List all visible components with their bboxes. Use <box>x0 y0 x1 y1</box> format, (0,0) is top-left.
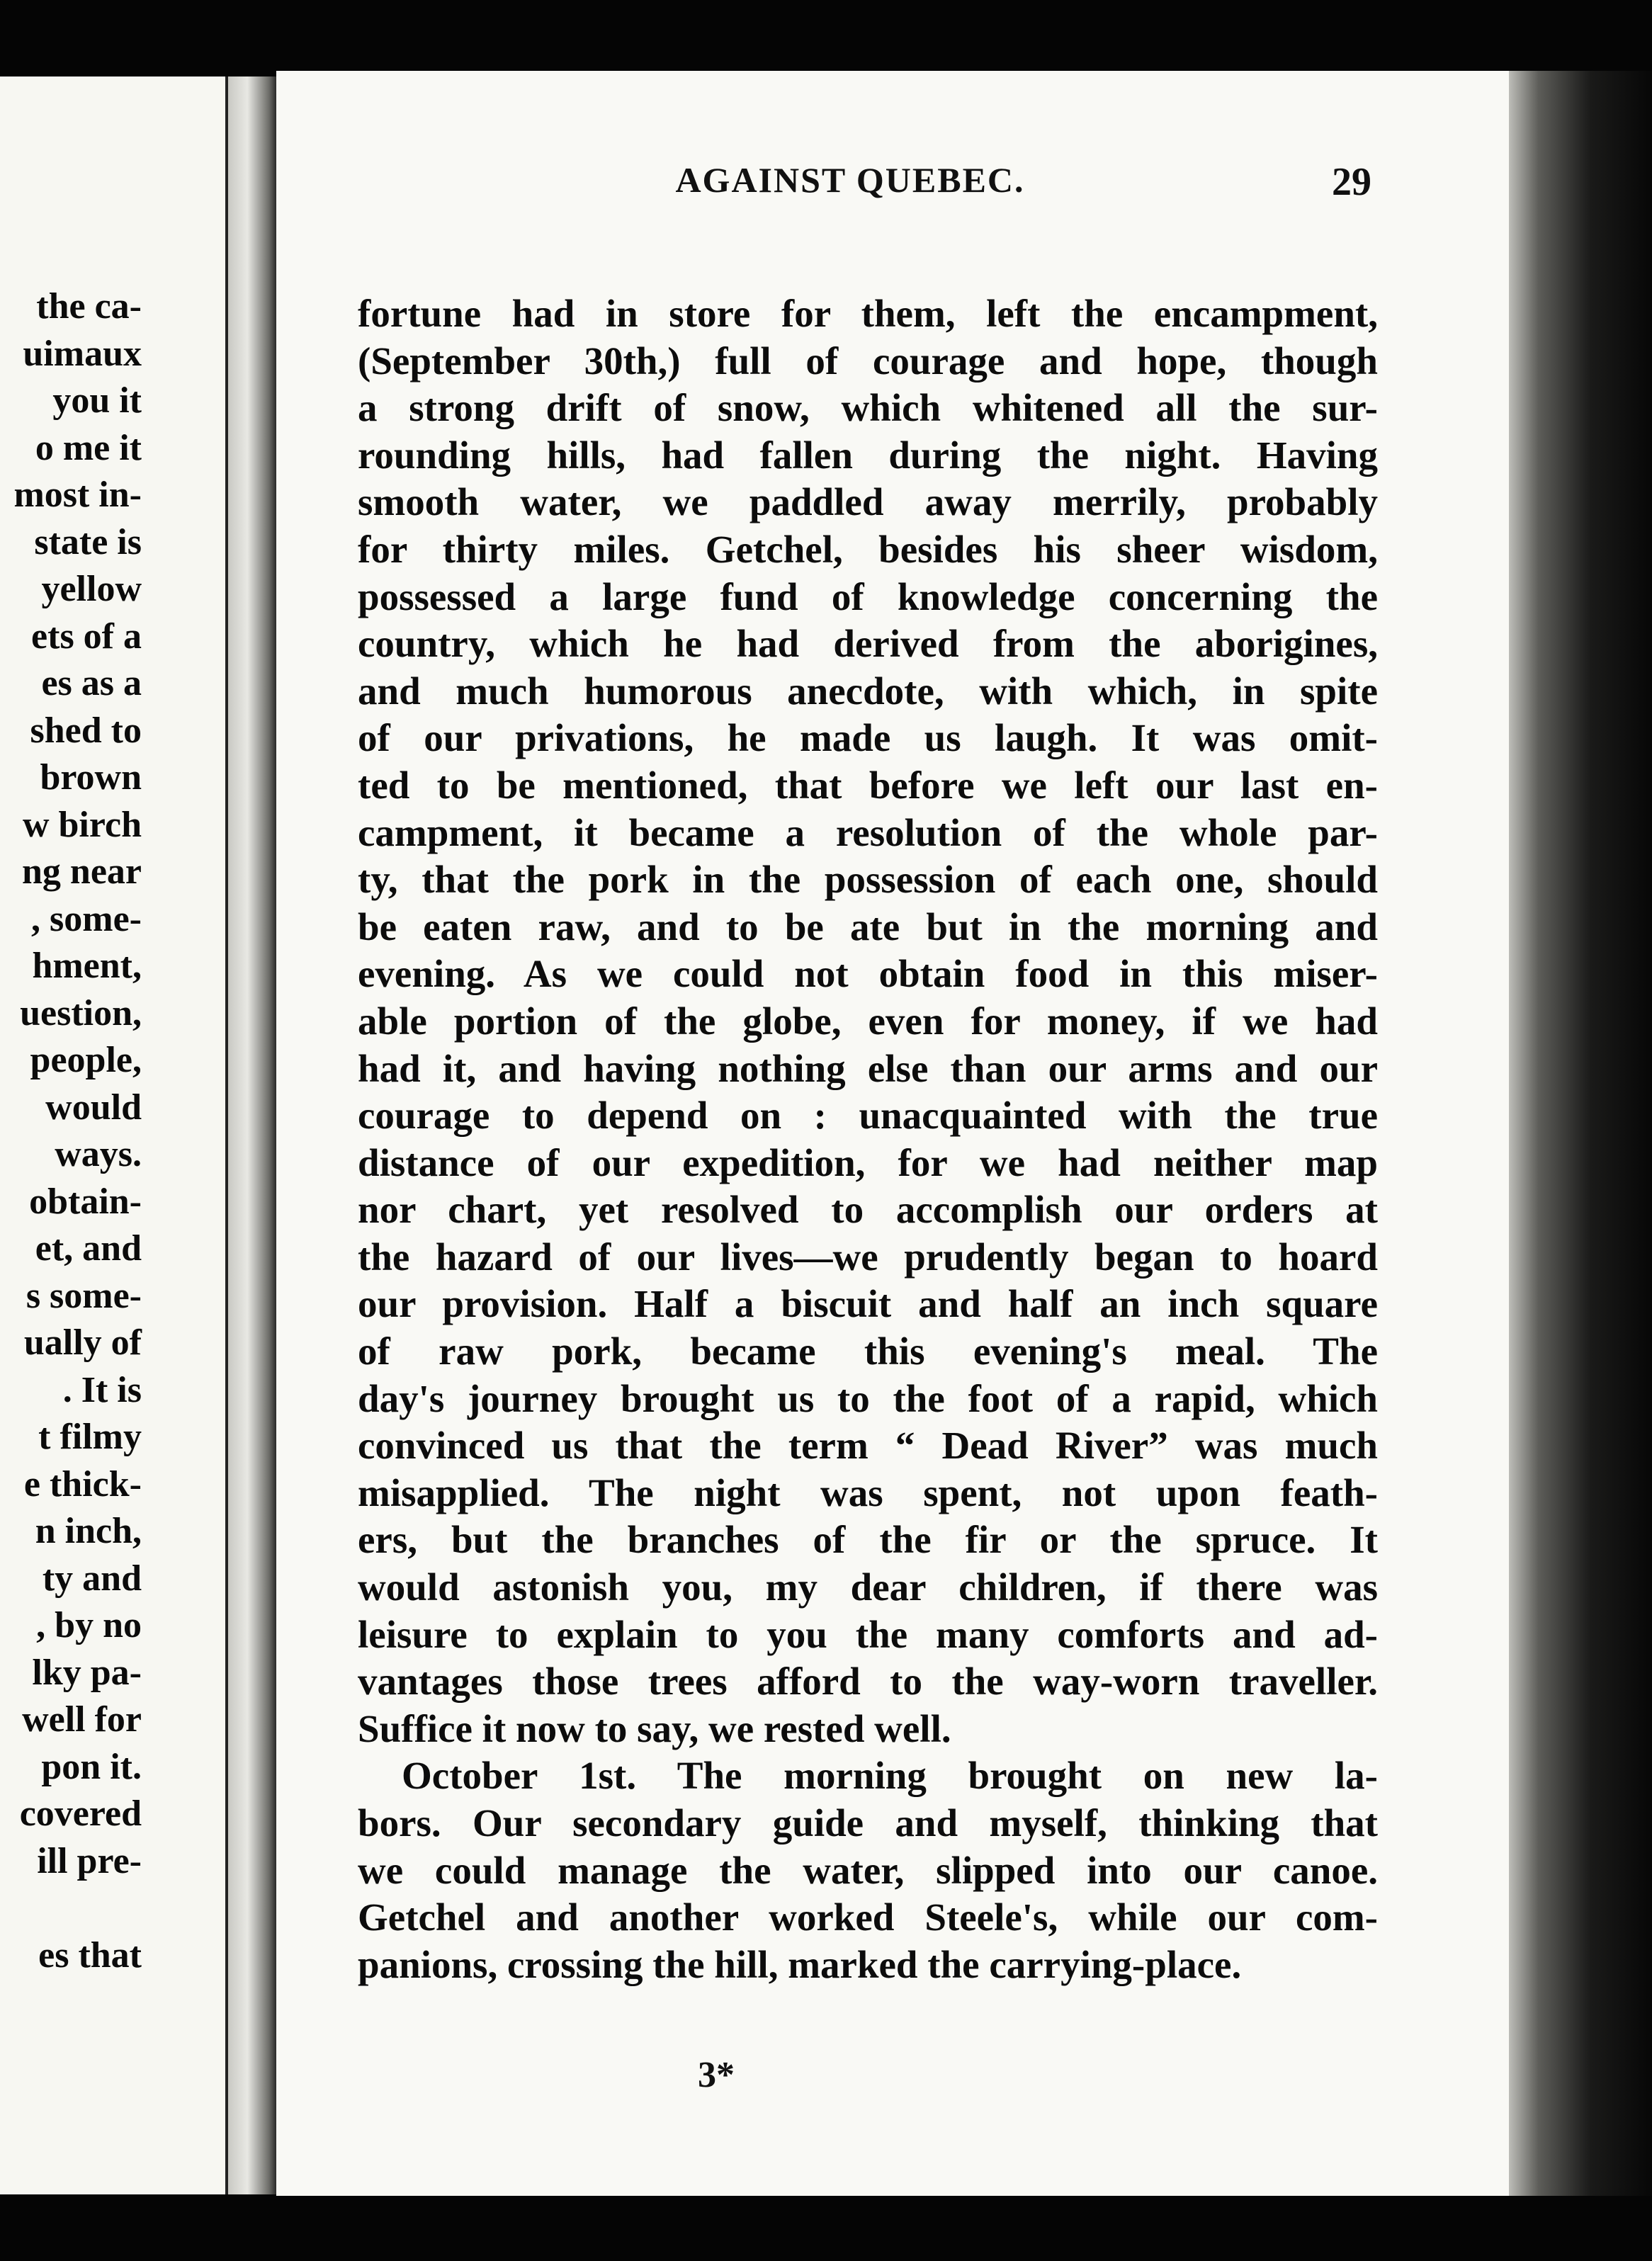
text-line: and much humorous anecdote, with which, in spite <box>358 669 1378 713</box>
left-page-line: . It is <box>62 1369 142 1410</box>
left-page-line: people, <box>30 1040 142 1080</box>
left-page-line: well for <box>22 1699 142 1740</box>
text-line: Suffice it now to say, we rested well. <box>358 1706 951 1750</box>
body-text <box>358 290 1378 1988</box>
text-line: the hazard of our lives—we prudently began to hoard <box>358 1235 1378 1279</box>
left-page-text <box>0 283 142 1979</box>
left-page-line: e thick- <box>23 1463 142 1504</box>
left-page-line: w birch <box>22 804 142 845</box>
page-number: 29 <box>1332 160 1371 204</box>
text-line: country, which he had derived from the aborigines, <box>358 622 1378 666</box>
left-page-line: es that <box>38 1934 142 1976</box>
text-line: our provision. Half a biscuit and half an inch square <box>358 1282 1378 1326</box>
text-line: had it, and having nothing else than our arms and our <box>358 1046 1378 1090</box>
text-line: misapplied. The night was spent, not upon feath- <box>358 1470 1378 1514</box>
running-head: AGAINST QUEBEC. <box>675 160 1025 200</box>
text-line: convinced us that the term “ Dead River” was much <box>358 1424 1378 1468</box>
left-page-line: ty and <box>42 1558 142 1599</box>
text-line: campment, it became a resolution of the whole par- <box>358 810 1378 854</box>
left-page-line: et, and <box>35 1228 142 1269</box>
left-page-line: would <box>45 1087 142 1128</box>
text-line: ers, but the branches of the fir or the spruce. It <box>358 1518 1378 1562</box>
left-page-line: covered <box>19 1794 142 1834</box>
left-page-line: t filmy <box>38 1417 142 1457</box>
text-line: fortune had in store for them, left the encampment, <box>358 292 1378 335</box>
text-line: bors. Our secondary guide and myself, thinking that <box>358 1801 1378 1844</box>
text-line: possessed a large fund of knowledge concerning the <box>358 574 1378 618</box>
left-page-line: yellow <box>41 569 142 609</box>
page-edge <box>1509 71 1652 2196</box>
left-page-line: ets of a <box>31 616 142 657</box>
text-line: of raw pork, became this evening's meal. The <box>358 1330 1378 1373</box>
text-line: rounding hills, had fallen during the night. Having <box>358 433 1378 477</box>
left-page-line: es as a <box>41 663 142 703</box>
text-line: ted to be mentioned, that before we left our last en- <box>358 763 1378 807</box>
left-page <box>0 76 228 2194</box>
left-page-line: pon it. <box>41 1746 142 1787</box>
text-line: be eaten raw, and to be ate but in the morning and <box>358 905 1378 948</box>
text-line: leisure to explain to you the many comforts and ad- <box>358 1612 1378 1656</box>
text-line: smooth water, we paddled away merrily, probably <box>358 480 1378 524</box>
text-line: we could manage the water, slipped into our canoe. <box>358 1848 1378 1892</box>
left-page-line: o me it <box>35 427 142 468</box>
left-page-line: the ca- <box>36 286 142 327</box>
left-page-line: n inch, <box>35 1511 142 1551</box>
text-line: for thirty miles. Getchel, besides his sheer wisdom, <box>358 527 1378 571</box>
left-page-line: obtain- <box>29 1181 142 1222</box>
text-line: courage to depend on : unacquainted with the true <box>358 1094 1378 1138</box>
signature-mark: 3* <box>698 2055 735 2095</box>
text-line: (September 30th,) full of courage and hope, though <box>358 339 1378 382</box>
text-line: able portion of the globe, even for money, if we had <box>358 999 1378 1043</box>
text-line: day's journey brought us to the foot of a rapid, which <box>358 1376 1378 1420</box>
left-page-line: s some- <box>26 1275 142 1316</box>
left-page-line: ually of <box>23 1322 142 1363</box>
text-line: panions, crossing the hill, marked the carrying-place. <box>358 1942 1242 1986</box>
book-gutter <box>228 76 276 2194</box>
left-page-line: ng near <box>22 851 142 892</box>
left-page-line: ways. <box>55 1134 142 1174</box>
text-line: vantages those trees afford to the way-worn traveller. <box>358 1660 1378 1704</box>
text-line: nor chart, yet resolved to accomplish our orders at <box>358 1188 1378 1232</box>
left-page-line: brown <box>40 757 142 798</box>
left-page-line: uimaux <box>23 333 142 374</box>
left-page-line: uestion, <box>20 992 142 1033</box>
left-page-line <box>0 1885 142 1932</box>
text-line: ty, that the pork in the possession of each one, should <box>358 858 1378 902</box>
text-line: would astonish you, my dear children, if there was <box>358 1565 1378 1609</box>
left-page-line: most in- <box>13 475 142 515</box>
left-page-line: hment, <box>32 946 142 986</box>
text-line: October 1st. The morning brought on new la- <box>402 1754 1378 1798</box>
text-line: a strong drift of snow, which whitened all the sur- <box>358 386 1378 430</box>
text-line: Getchel and another worked Steele's, while our com- <box>358 1896 1378 1939</box>
left-page-line: , some- <box>31 898 142 939</box>
left-page-line: ill pre- <box>37 1840 142 1881</box>
left-page-line: lky pa- <box>32 1652 142 1693</box>
text-line: distance of our expedition, for we had neither map <box>358 1140 1378 1184</box>
left-page-line: shed to <box>30 710 142 751</box>
left-page-line: , by no <box>36 1605 142 1645</box>
left-page-line: you it <box>52 380 142 421</box>
left-page-line: state is <box>34 521 142 562</box>
text-line: evening. As we could not obtain food in this miser- <box>358 952 1378 996</box>
text-line: of our privations, he made us laugh. It was omit- <box>358 716 1378 760</box>
